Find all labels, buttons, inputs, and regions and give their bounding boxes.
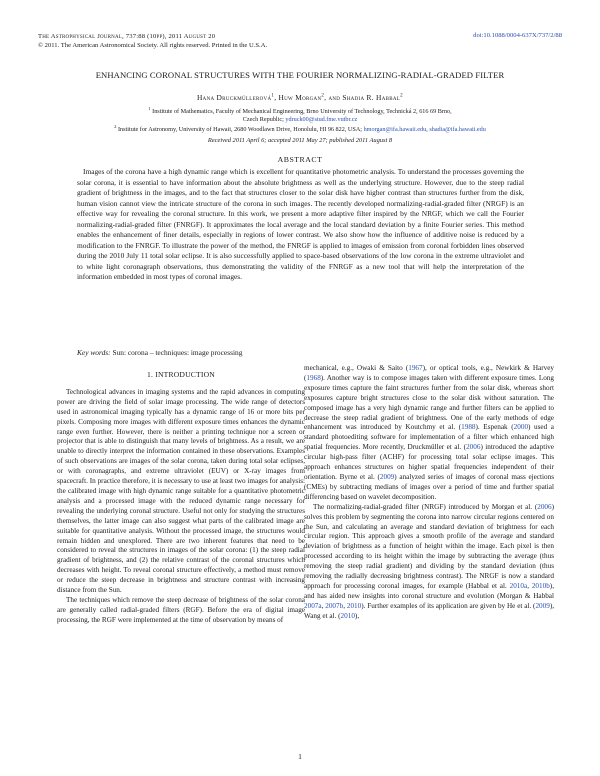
paper-title: ENHANCING CORONAL STRUCTURES WITH THE FOURIER NORMALIZING-RADIAL-GRADED FILTER [95, 70, 505, 80]
author-separator: , [274, 93, 279, 102]
author-list [38, 93, 562, 102]
text-run: ) used a standard photoediting software for implementation of a filter which enhanced high spatial frequencies. More recently, Druckmüller et al. ( [304, 423, 554, 452]
journal-citation: The Astrophysical Journal, 737:88 (10pp), 2011 August 20 [38, 33, 216, 40]
copyright-line: © 2011. The American Astronomical Society. All rights reserved. Printed in the U.S.A. [38, 42, 268, 49]
keywords-label: Key words: [77, 348, 111, 357]
author-affil-mark: 1 [271, 93, 275, 99]
citation-link[interactable]: 2010a [509, 581, 528, 590]
affil-mark: 1 [148, 106, 151, 111]
citation-link[interactable]: 1988 [461, 423, 476, 432]
text-run: ) analyzed series of images of coronal mass ejections (CMEs) by subtracting medians of images over a period of time and further spatial differencing based on wavelet decomposition. [304, 472, 554, 501]
text-run: mechanical, e.g., Owaki & Saito ( [304, 364, 409, 372]
citation-link[interactable]: 2007a [304, 601, 322, 610]
affil-separator: , [426, 126, 430, 134]
section-heading: 1. INTRODUCTION [147, 370, 215, 379]
doi-link[interactable]: doi:10.1088/0004-637X/737/2/88 [473, 32, 562, 39]
email-link[interactable]: shadia@ifa.hawaii.edu [429, 126, 486, 134]
publication-dates: Received 2011 April 6; accepted 2011 May 27; published 2011 August 8 [207, 137, 393, 144]
citation-link[interactable]: 1968 [306, 373, 321, 382]
affiliation-1 [38, 105, 562, 125]
paragraph [304, 503, 554, 622]
author-affil-mark: 2 [400, 93, 403, 99]
text-run: ). Espenak ( [475, 423, 514, 432]
affil-text: Institute for Astronomy, University of Hawaii, 2680 Woodlawn Drive, Honolulu, HI 96 822, USA; [116, 126, 364, 134]
text-run: , [527, 581, 532, 590]
affiliation-2 [38, 123, 562, 134]
citation-link[interactable]: 2007b [325, 601, 344, 610]
right-column [304, 364, 554, 622]
text-run: The normalizing-radial-graded filter (NRGF) introduced by Morgan et al. ( [313, 502, 538, 511]
text-run: ) solves this problem by segmenting the corona into narrow circular regions centered on the Sun, and calculating an average and standard deviation of brightness for each circular region. This approach gives a smooth profile of the average and standard deviation of brightness as a function of height within the image. Each pixel is then processed according to its height within the image by subtracting the average (thus removing the steep radial gradient) and dividing by the standard deviation (thus removing the radially decreasing brightness contrast). The NRGF is now a standard approach for processing coronal images, for example (Habbal et al. [304, 502, 554, 590]
paragraph: The techniques which remove the steep decrease of brightness of the solar corona are generally called radial-graded filters (RGF). Before the era of digital image processing, the RGF were implemented at the time of observation by means of [57, 595, 305, 624]
text-run: ), or optical tools, e.g., Newkirk & Harvey ( [304, 364, 555, 382]
email-link[interactable]: ydruck00@stud.fme.vutbr.cz [285, 116, 358, 124]
author-name: Huw Morgan [278, 93, 322, 102]
text-run: , [321, 601, 326, 610]
citation-link[interactable]: 2009 [535, 601, 550, 610]
author-name: Shadia R. Habbal [342, 93, 401, 102]
citation-link[interactable]: 2000 [513, 423, 529, 432]
page-number: 1 [298, 752, 302, 761]
abstract-heading: ABSTRACT [277, 155, 323, 164]
text-run: ), and has aided new insights into coronal structure and evolution (Morgan & Habbal [304, 581, 554, 600]
citation-link[interactable]: 2010 [340, 611, 355, 620]
keywords [77, 348, 524, 357]
affil-text: Czech Republic; [242, 116, 286, 124]
abstract-text: Images of the corona have a high dynamic range which is excellent for quantitative photometric analysis. To understand the processes governing the solar corona, it is essential to have information about the absolute brightness as well as the underlying structure. However, due to the steep radial gradient of brightness in the images, and to the fact that structures closer to the solar disk have higher contrast than structures further from the disk, human vision cannot view the intricate structure of the corona in such images. The recently developed normalizing-radial-graded filter (NRGF) is an effective way for revealing the coronal structure. In this work, we present a more adaptive filter inspired by the NRGF, which we call the Fourier normalizing-radial-graded filter (FNRGF). It approximates the local average and the local standard deviation by a finite Fourier series. This method enables the enhancement of finer details, especially in regions of lower contrast. We also show how the influence of additive noise is reduced by a modification to the FNRGF. To illustrate the power of the method, the FNRGF is applied to images of emission from coronal forbidden lines observed during the 2010 July 11 total solar eclipse. It is also successfully applied to space-based observations of the low corona in the extreme ultraviolet and to white light coronagraph observations, thus demonstrating the validity of the FNRGF as a new tool that will help the interpretation of the information embedded in most types of coronal images. [77, 167, 524, 281]
citation-link[interactable]: 1967 [408, 364, 423, 372]
citation-link[interactable]: 2006 [466, 443, 481, 452]
keywords-text: Sun: corona – techniques: image processing [112, 348, 243, 357]
affil-text: Institute of Mathematics, Faculty of Mechanical Engineering, Brno University of Technology, Technická 2, 616 69 Brno, [150, 108, 452, 116]
author-affil-mark: 2 [321, 93, 325, 99]
citation-link[interactable]: 2009 [379, 472, 395, 481]
paragraph [304, 364, 554, 503]
left-column [57, 370, 305, 626]
email-link[interactable]: hmorgan@ifa.hawaii.edu [363, 126, 427, 134]
paragraph: Technological advances in imaging systems and the rapid advances in computing power are driving the field of solar image processing. The wide range of detectors used in astronomical imaging typically has a dynamic range of 16 or more bits per pixels. Composing more images with different exposure times enhances the dynamic range even further. However, there is neither a printing technique nor a screen or projector that is able to distinguish that many levels of brightness. As a result, we are unable to directly interpret the information contained in these observations. Examples of such observations are images of the solar corona, taken during total solar eclipses, or with coronagraphs, and extreme ultraviolet (EUV) or X-ray images from spacecraft. In practice therefore, it is necessary to use at least two images for analysis: the calibrated image with high dynamic range suitable for a quantitative photometric analysis and a processed image with the reduced dynamic range necessary for revealing the underlying coronal structure. Useful not only for studying the structures themselves, the latter image can also suggest what parts of the calibrated image are suitable for quantitative analysis. Without the processed image, the structures would remain hidden and unexplored. There are two inherent features that need to be considered to reveal the structures in images of the solar corona: (1) the steep radial gradient of brightness, and (2) the relative contrast of the coronal structures which decreases with height. To reveal coronal structure effectively, a method must remove or reduce the steep decrease in brightness and structure contrast with increasing distance from the Sun. [57, 387, 305, 595]
text-run: ). Another way is to compose images taken with different exposure times. Long exposure times capture the faint structures further from the solar disk, whereas short exposures capture bright structures close to the solar disk without saturation. The composed image has a very high dynamic range and further filters can be applied to decrease the steep radial gradient of brightness. One of the early methods of edge enhancement was introduced by Koutchmy et al. ( [304, 373, 554, 432]
text-run: ), Wang et al. ( [304, 601, 555, 620]
running-header [38, 32, 267, 50]
text-run: ). Further examples of its application are given by He et al. ( [361, 601, 536, 610]
affil-mark: 2 [114, 124, 117, 129]
citation-link[interactable]: 2010 [346, 601, 362, 610]
author-name: Hana Druckmüllerová [197, 93, 272, 102]
author-separator: , and [324, 93, 343, 102]
text-run: , [343, 601, 347, 610]
citation-link[interactable]: 2006 [537, 502, 552, 511]
text-run: ) introduced the adaptive circular high-pass filter (ACHF) for processing total solar eclipse images. This approach enhances structures on higher spatial frequencies independent of their orientation. Byrne et al. ( [304, 443, 554, 481]
text-run: ), [354, 611, 360, 620]
citation-link[interactable]: 2010b [531, 581, 550, 590]
